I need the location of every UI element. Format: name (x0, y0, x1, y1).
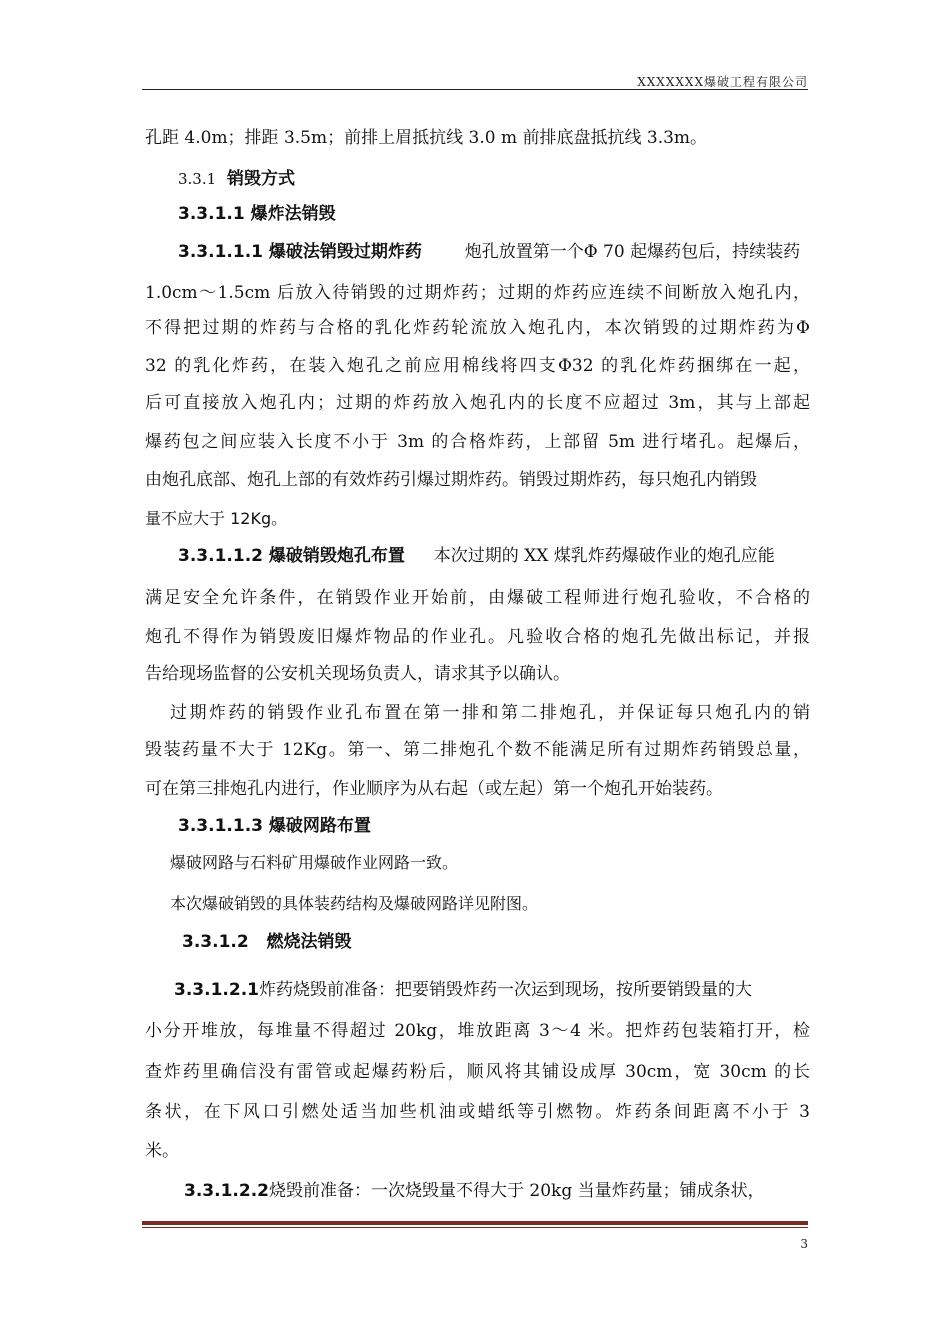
paragraph-line: 不得把过期的炸药与合格的乳化炸药轮流放入炮孔内，本次销毁的过期炸药为Φ (145, 318, 810, 338)
header-company: XXXXXXX爆破工程有限公司 (637, 75, 808, 89)
paragraph-text: 炮孔放置第一个Φ 70 起爆药包后，持续装药 (464, 242, 801, 262)
paragraph-line: 爆药包之间应装入长度不小于 3m 的合格炸药，上部留 5m 进行堵孔。起爆后， (145, 432, 810, 452)
paragraph-line: 过期炸药的销毁作业孔布置在第一排和第二排炮孔，并保证每只炮孔内的销 (170, 703, 810, 723)
section-heading-3-3-1-1-3: 3.3.1.1.3 爆破网路布置 (178, 816, 371, 836)
section-heading-3-3-1-2: 3.3.1.2 燃烧法销毁 (182, 932, 352, 952)
paragraph-3-3-1-1-2-first (178, 545, 810, 567)
section-heading-3-3-1-1: 3.3.1.1 爆炸法销毁 (178, 204, 336, 224)
paragraph-line: 孔距 4.0m；排距 3.5m；前排上眉抵抗线 3.0 m 前排底盘抵抗线 3.3m。 (145, 128, 708, 148)
paragraph-line: 满足安全允许条件，在销毁作业开始前，由爆破工程师进行炮孔验收，不合格的 (145, 588, 810, 608)
section-title-3-3-1-1-2: 3.3.1.1.2 爆破销毁炮孔布置 (178, 546, 405, 566)
paragraph-text: 炸药烧毁前准备：把要销毁炸药一次运到现场，按所要销毁量的大 (258, 980, 752, 1000)
paragraph-line: 米。 (145, 1141, 179, 1161)
paragraph-line: 炮孔不得作为销毁废旧爆炸物品的作业孔。凡验收合格的炮孔先做出标记，并报 (145, 627, 810, 647)
paragraph-line: 告给现场监督的公安机关现场负责人，请求其予以确认。 (145, 664, 570, 684)
section-title: 销毁方式 (226, 169, 295, 189)
section-number-3-3-1-2-2: 3.3.1.2.2 (184, 1181, 269, 1201)
paragraph-line: 32 的乳化炸药，在装入炮孔之前应用棉线将四支Φ32 的乳化炸药捆绑在一起， (145, 356, 810, 376)
section-number: 3.3.1 (178, 170, 217, 188)
paragraph-3-3-1-2-2-first (184, 1180, 810, 1202)
footer-rule (142, 1221, 808, 1225)
paragraph-line: 条状，在下风口引燃处适当加些机油或蜡纸等引燃物。炸药条间距离不小于 3 (145, 1102, 810, 1122)
paragraph-line: 查炸药里确信没有雷管或起爆药粉后，顺风将其铺设成厚 30cm，宽 30cm 的长 (145, 1062, 810, 1082)
paragraph-text: 烧毁前准备：一次烧毁量不得大于 20kg 当量炸药量；铺成条状， (268, 1181, 765, 1201)
paragraph-text: 本次过期的 XX 煤乳炸药爆破作业的炮孔应能 (433, 546, 775, 566)
section-number-3-3-1-2-1: 3.3.1.2.1 (174, 980, 259, 1000)
footer-rule-thin (142, 1227, 808, 1228)
paragraph-3-3-1-2-1-first (174, 979, 810, 1001)
paragraph-line: 本次爆破销毁的具体装药结构及爆破网路详见附图。 (170, 894, 539, 913)
page-number: 3 (800, 1237, 808, 1251)
paragraph-line: 小分开堆放，每堆量不得超过 20kg，堆放距离 3～4 米。把炸药包装箱打开，检 (145, 1021, 810, 1041)
paragraph-text: 由炮孔底部、炮孔上部的有效炸药引爆过期炸药。 (145, 470, 519, 490)
paragraph-3-3-1-1-1-first (178, 241, 810, 263)
paragraph-line: 爆破网路与石料矿用爆破作业网路一致。 (170, 853, 459, 872)
paragraph-line: 后可直接放入炮孔内；过期的炸药放入炮孔内的长度不应超过 3m，其与上部起 (145, 393, 810, 413)
section-title-3-3-1-1-1: 3.3.1.1.1 爆破法销毁过期炸药 (178, 242, 422, 262)
paragraph-line: 可在第三排炮孔内进行，作业顺序为从右起（或左起）第一个炮孔开始装药。 (145, 779, 723, 799)
paragraph-line (145, 469, 810, 491)
section-heading-3-3-1 (178, 168, 843, 190)
paragraph-line: 毁装药量不大于 12Kg。第一、第二排炮孔个数不能满足所有过期炸药销毁总量， (145, 740, 810, 760)
paragraph-text-sans: 销毁过期炸药，每只炮孔内销毁 (519, 470, 757, 490)
paragraph-line: 1.0cm～1.5cm 后放入待销毁的过期炸药；过期的炸药应连续不间断放入炮孔内， (145, 283, 810, 303)
paragraph-line: 量不应大于 12Kg。 (145, 509, 288, 528)
header-rule (142, 89, 808, 90)
